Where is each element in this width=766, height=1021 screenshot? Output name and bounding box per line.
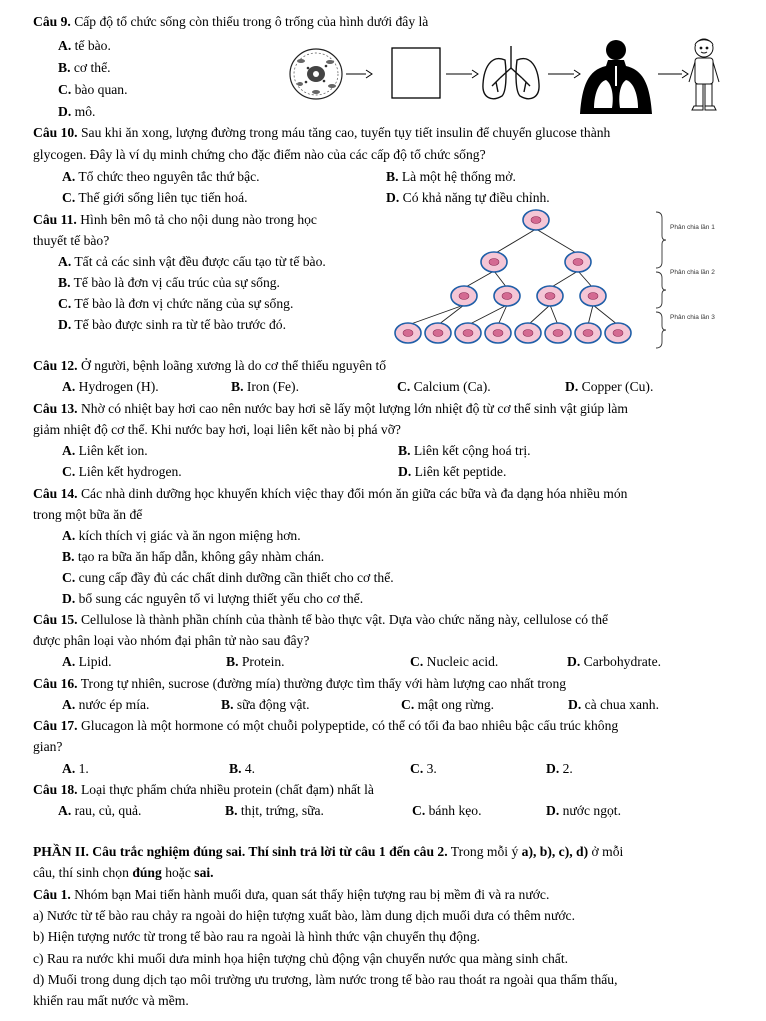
part2-q1-number: Câu 1.	[33, 887, 71, 902]
q15-number: Câu 15.	[33, 612, 78, 627]
q9-option-b: B. cơ thể.	[58, 60, 111, 75]
q12-option-c: C. Calcium (Ca).	[397, 379, 491, 394]
cell-icon	[545, 323, 571, 343]
q12-option-a: A. Hydrogen (H).	[62, 379, 159, 394]
child-figure-icon	[689, 39, 719, 110]
q10-option-c: C. Thế giới sống liên tục tiến hoá.	[62, 190, 248, 205]
q11-number: Câu 11.	[33, 212, 77, 227]
arrow-right-icon	[346, 70, 372, 78]
q9-option-a: A. tế bào.	[58, 38, 111, 53]
q16-option-b: B. sữa động vật.	[221, 697, 310, 712]
q10-stem-line1: Câu 10. Sau khi ăn xong, lượng đường trong máu tăng cao, tuyến tụy tiết insulin để chuyển glucose thành	[33, 125, 611, 140]
division-label-3: Phân chia lần 3	[670, 314, 715, 321]
q13-option-a: A. Liên kết ion.	[62, 443, 148, 458]
q17-option-b: B. 4.	[229, 761, 256, 776]
division-connector	[593, 305, 618, 325]
part2-heading-line2: câu, thí sinh chọn đúng hoặc sai.	[33, 865, 214, 880]
q12-stem: Câu 12. Ở người, bệnh loãng xương là do cơ thể thiếu nguyên tố	[33, 358, 387, 373]
q12-number: Câu 12.	[33, 358, 78, 373]
q12-option-d: D. Copper (Cu).	[565, 379, 654, 394]
arrow-right-icon	[548, 70, 580, 78]
q15-option-d: D. Carbohydrate.	[567, 654, 662, 669]
division-connector	[536, 229, 578, 254]
q10-option-d: D. Có khả năng tự điều chỉnh.	[386, 190, 550, 205]
q10-number: Câu 10.	[33, 125, 78, 140]
q16-option-d: D. cà chua xanh.	[568, 697, 659, 712]
cell-icon	[565, 252, 591, 272]
q9-text: Cấp độ tổ chức sống còn thiếu trong ô trống của hình dưới đây là	[74, 14, 429, 29]
division-bracket	[656, 212, 666, 268]
q11-stem-line1: Câu 11. Hình bên mô tả cho nội dung nào trong học	[33, 212, 317, 227]
cell-icon	[494, 286, 520, 306]
q11-option-a: A. Tất cả các sinh vật đều được cấu tạo từ tế bào.	[58, 254, 326, 269]
q16-option-a: A. nước ép mía.	[62, 697, 150, 712]
q13-option-c: C. Liên kết hydrogen.	[62, 464, 182, 479]
q15-stem-line2: được phân loại vào nhóm đại phân tử nào sau đây?	[33, 633, 310, 648]
division-connector	[438, 305, 464, 325]
part2-q1-statement-a: a) Nước từ tế bào rau chảy ra ngoài do hiện tượng xuất bào, làm dung dịch muối dưa có thêm nước.	[33, 908, 575, 923]
cell-icon	[451, 286, 477, 306]
q9-organization-diagram	[286, 36, 726, 120]
q14-option-b: B. tạo ra bữa ăn hấp dẫn, không gây nhàm chán.	[62, 549, 325, 564]
part2-heading: PHẦN II. Câu trắc nghiệm đúng sai. Thí sinh trả lời từ câu 1 đến câu 2.	[33, 844, 448, 859]
q10-option-a: A. Tổ chức theo nguyên tắc thứ bậc.	[62, 169, 260, 184]
q10-option-b: B. Là một hệ thống mở.	[386, 169, 516, 184]
q18-option-c: C. bánh kẹo.	[412, 803, 482, 818]
cell-icon	[485, 323, 511, 343]
part2-q1-statement-b: b) Hiện tượng nước từ trong tế bào rau ra ngoài là hình thức vận chuyển thụ động.	[33, 929, 481, 944]
part2-q1-statement-d-line2: khiến rau mất nước và mềm.	[33, 993, 189, 1008]
cell-icon	[455, 323, 481, 343]
q11-option-d: D. Tế bào được sinh ra từ tế bào trước đó.	[58, 317, 287, 332]
q14-option-a: A. kích thích vị giác và ăn ngon miệng hơn.	[62, 528, 301, 543]
q9-option-d: D. mô.	[58, 104, 96, 119]
cell-icon	[481, 252, 507, 272]
q13-option-b: B. Liên kết cộng hoá trị.	[398, 443, 531, 458]
q17-option-c: C. 3.	[410, 761, 437, 776]
q13-option-d: D. Liên kết peptide.	[398, 464, 507, 479]
q18-number: Câu 18.	[33, 782, 78, 797]
cell-icon	[537, 286, 563, 306]
division-connector	[550, 305, 558, 325]
lungs-icon	[483, 46, 539, 99]
cell-icon	[523, 210, 549, 230]
q15-option-c: C. Nucleic acid.	[410, 654, 499, 669]
division-connector	[464, 271, 494, 288]
q17-option-d: D. 2.	[546, 761, 573, 776]
q11-option-c: C. Tế bào là đơn vị chức năng của sự sống.	[58, 296, 294, 311]
q18-option-a: A. rau, củ, quả.	[58, 803, 142, 818]
cell-icon	[290, 49, 342, 99]
q15-stem-line1: Câu 15. Cellulose là thành phần chính của thành tế bào thực vật. Dựa vào chức năng này, cellulose có thể	[33, 612, 609, 627]
q15-option-a: A. Lipid.	[62, 654, 112, 669]
q12-option-b: B. Iron (Fe).	[231, 379, 299, 394]
cell-icon	[395, 323, 421, 343]
division-connector	[588, 305, 593, 325]
division-label-1: Phân chia lần 1	[670, 224, 715, 231]
division-connector	[468, 305, 507, 325]
q17-option-a: A. 1.	[62, 761, 89, 776]
division-bracket	[656, 272, 666, 308]
q11-option-b: B. Tế bào là đơn vị cấu trúc của sự sống.	[58, 275, 280, 290]
q9-option-c: C. bào quan.	[58, 82, 128, 97]
q14-option-d: D. bổ sung các nguyên tố vi lượng thiết yếu cho cơ thể.	[62, 591, 364, 606]
q16-stem: Câu 16. Trong tự nhiên, sucrose (đường mía) thường được tìm thấy với hàm lượng cao nhất trong	[33, 676, 567, 691]
division-connector	[528, 305, 550, 325]
division-bracket	[656, 312, 666, 348]
cell-icon	[580, 286, 606, 306]
q17-stem-line2: gian?	[33, 739, 63, 754]
arrow-right-icon	[658, 70, 688, 78]
q13-stem-line2: giảm nhiệt độ cơ thể. Khi nước bay hơi, loại liên kết nào bị phá vỡ?	[33, 422, 401, 437]
cell-icon	[425, 323, 451, 343]
q18-option-b: B. thịt, trứng, sữa.	[225, 803, 324, 818]
q14-stem-line2: trong một bữa ăn để	[33, 507, 143, 522]
part2-q1-statement-c: c) Rau ra nước khi muối dưa minh họa hiện tượng chủ động vận chuyển nước qua màng sinh chất.	[33, 951, 569, 966]
cell-icon	[515, 323, 541, 343]
part2-q1-statement-d-line1: d) Muối trong dung dịch tạo môi trường ưu trương, làm nước trong tế bào rau thoát ra ngoài qua thẩm thấu,	[33, 972, 618, 987]
q18-option-d: D. nước ngọt.	[546, 803, 621, 818]
division-connector	[498, 305, 507, 325]
q17-number: Câu 17.	[33, 718, 78, 733]
q16-number: Câu 16.	[33, 676, 78, 691]
q16-option-c: C. mật ong rừng.	[401, 697, 495, 712]
q18-stem: Câu 18. Loại thực phẩm chứa nhiều protein (chất đạm) nhất là	[33, 782, 374, 797]
q13-stem-line1: Câu 13. Nhờ có nhiệt bay hơi cao nên nước bay hơi sẽ lấy một lượng lớn nhiệt độ từ cơ thể sinh vật giúp làm	[33, 401, 628, 416]
part2-q1-stem: Câu 1. Nhóm bạn Mai tiến hành muối dưa, quan sát thấy hiện tượng rau bị mềm đi và ra nước.	[33, 887, 550, 902]
respiratory-system-icon	[580, 40, 652, 114]
division-label-2: Phân chia lần 2	[670, 269, 715, 276]
division-connector	[550, 271, 578, 288]
q13-number: Câu 13.	[33, 401, 78, 416]
q17-stem-line1: Câu 17. Glucagon là một hormone có một chuỗi polypeptide, có thể có tối đa bao nhiêu bậc cấu trúc không	[33, 718, 619, 733]
q14-number: Câu 14.	[33, 486, 78, 501]
q15-option-b: B. Protein.	[226, 654, 285, 669]
empty-answer-box	[392, 48, 440, 98]
division-connector	[494, 229, 536, 254]
q14-stem-line1: Câu 14. Các nhà dinh dưỡng học khuyến khích việc thay đổi món ăn giữa các bữa và đa dạng hóa nhiều món	[33, 486, 628, 501]
q9-stem	[33, 13, 428, 30]
q11-stem-line2: thuyết tế bào?	[33, 233, 110, 248]
q10-stem-line2: glycogen. Đây là ví dụ minh chứng cho đặc điểm nào của các cấp độ tổ chức sống?	[33, 147, 486, 162]
cell-icon	[605, 323, 631, 343]
division-connector	[408, 305, 464, 325]
cell-icon	[575, 323, 601, 343]
arrow-right-icon	[446, 70, 478, 78]
q9-number: Câu 9.	[33, 14, 71, 29]
q14-option-c: C. cung cấp đầy đủ các chất dinh dưỡng cần thiết cho cơ thể.	[62, 570, 394, 585]
part2-heading-line1: PHẦN II. Câu trắc nghiệm đúng sai. Thí sinh trả lời từ câu 1 đến câu 2. Trong mỗi ý a), b), c), d) ở mỗi	[33, 844, 624, 859]
